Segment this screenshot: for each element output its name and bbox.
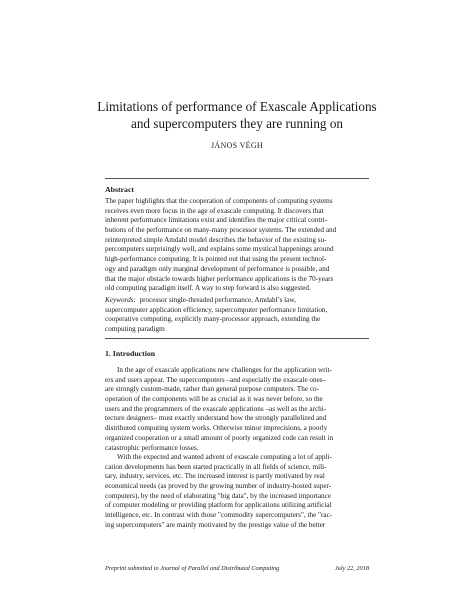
keywords-block — [105, 296, 375, 335]
bottom-rule — [105, 338, 369, 339]
title-line-2: and supercomputers they are running on — [130, 116, 344, 131]
paragraph-line: of computer modeling or providing platform for applications utilizing artificial — [105, 501, 332, 510]
paragraph-line: computers), by the need of elaborating "big data", by the increased importance — [105, 491, 332, 500]
paragraph-line: distributed computing system works. Otherwise minor imprecisions, a poorly — [105, 424, 328, 433]
intro-paragraph-1 — [105, 366, 375, 453]
abstract-line: percomputers surprisingly well, and explains some mystical happenings around — [105, 245, 334, 254]
paragraph-line: ing supercomputers" are mainly motivated by the prestige value of the better — [105, 520, 326, 529]
paragraph-line: In the age of exascale applications new challenges for the application writ- — [117, 366, 332, 374]
abstract-line: high-performance computing. It is pointed out that using the present technol- — [105, 255, 327, 264]
footer-date: July 22, 2018 — [334, 565, 369, 572]
paper-title — [60, 98, 414, 132]
footer-preprint-note: Preprint submitted to Journal of Parallel and Distributed Computing — [105, 565, 280, 572]
paragraph-line: catastrophic performance losses. — [105, 443, 199, 452]
keywords-text: processor single-threaded performance, Amdahl’s law, — [139, 296, 296, 304]
top-rule — [105, 178, 369, 179]
paragraph-line: cation developments has been started practically in all fields of science, mili- — [105, 462, 327, 471]
abstract-line: inherent performance limitations exist and identifies the major critical contri- — [105, 216, 328, 225]
paragraph-line: users and the programmers of the exascale applications –as well as the archi- — [105, 404, 327, 413]
abstract-line: that the major obstacle towards higher performance applications is the 70-years — [105, 274, 334, 283]
keywords-line: supercomputer application efficiency, supercomputer performance limitation, — [105, 305, 328, 314]
abstract-line: ogy and paradigm only marginal development of performance is possible, and — [105, 264, 330, 273]
paragraph-line: economical needs (as proved by the growing number of industry-hosted super- — [105, 482, 332, 491]
keywords-first-line — [105, 296, 375, 306]
abstract-heading: Abstract — [105, 185, 135, 194]
keywords-line: computing paradigm — [105, 325, 165, 334]
abstract-line: reinterpreted simple Amdahl model describes the behavior of the existing su- — [105, 235, 327, 244]
paragraph-line: With the expected and wanted advent of exascale computing a lot of appli- — [117, 453, 332, 461]
abstract-body — [105, 197, 375, 294]
paragraph-line: intelligence, etc. In contrast with those "commodity supercomputers", the "rac- — [105, 511, 333, 520]
author-name: JÁNOS VÉGH — [211, 141, 263, 150]
paragraph-line: tary, industry, services, etc. The increased interest is partly motivated by real — [105, 472, 325, 481]
abstract-line: old computing paradigm itself. A way to step forward is also suggested. — [105, 284, 311, 293]
intro-paragraph-2 — [105, 453, 375, 531]
keywords-label: Keywords: — [105, 296, 136, 304]
keywords-line: cooperative computing, explicitly many-processor approach, extending the — [105, 315, 321, 324]
paragraph-line: operation of the components will be as crucial as it was never before, so the — [105, 395, 323, 404]
section-heading: 1. Introduction — [105, 349, 156, 358]
abstract-line: receives even more focus in the age of exascale computing. It discovers that — [105, 206, 324, 215]
abstract-line: The paper highlights that the cooperation of components of computing systems — [105, 197, 333, 205]
paragraph-line: ers and users appear. The supercomputers –and especially the exascale ones– — [105, 375, 327, 384]
page-footer — [105, 565, 369, 572]
paragraph-line: tecture designers– must exactly understand how the strongly parallelized and — [105, 414, 327, 423]
abstract-line: butions of the performance on many-many processor systems. The extended and — [105, 226, 337, 235]
title-line-1: Limitations of performance of Exascale Applications — [97, 99, 377, 114]
paragraph-line: are strongly custom-made, rather than general purpose computers. The co- — [105, 385, 320, 394]
paragraph-line: organized cooperation or a small amount of poorly organized code can result in — [105, 433, 334, 442]
